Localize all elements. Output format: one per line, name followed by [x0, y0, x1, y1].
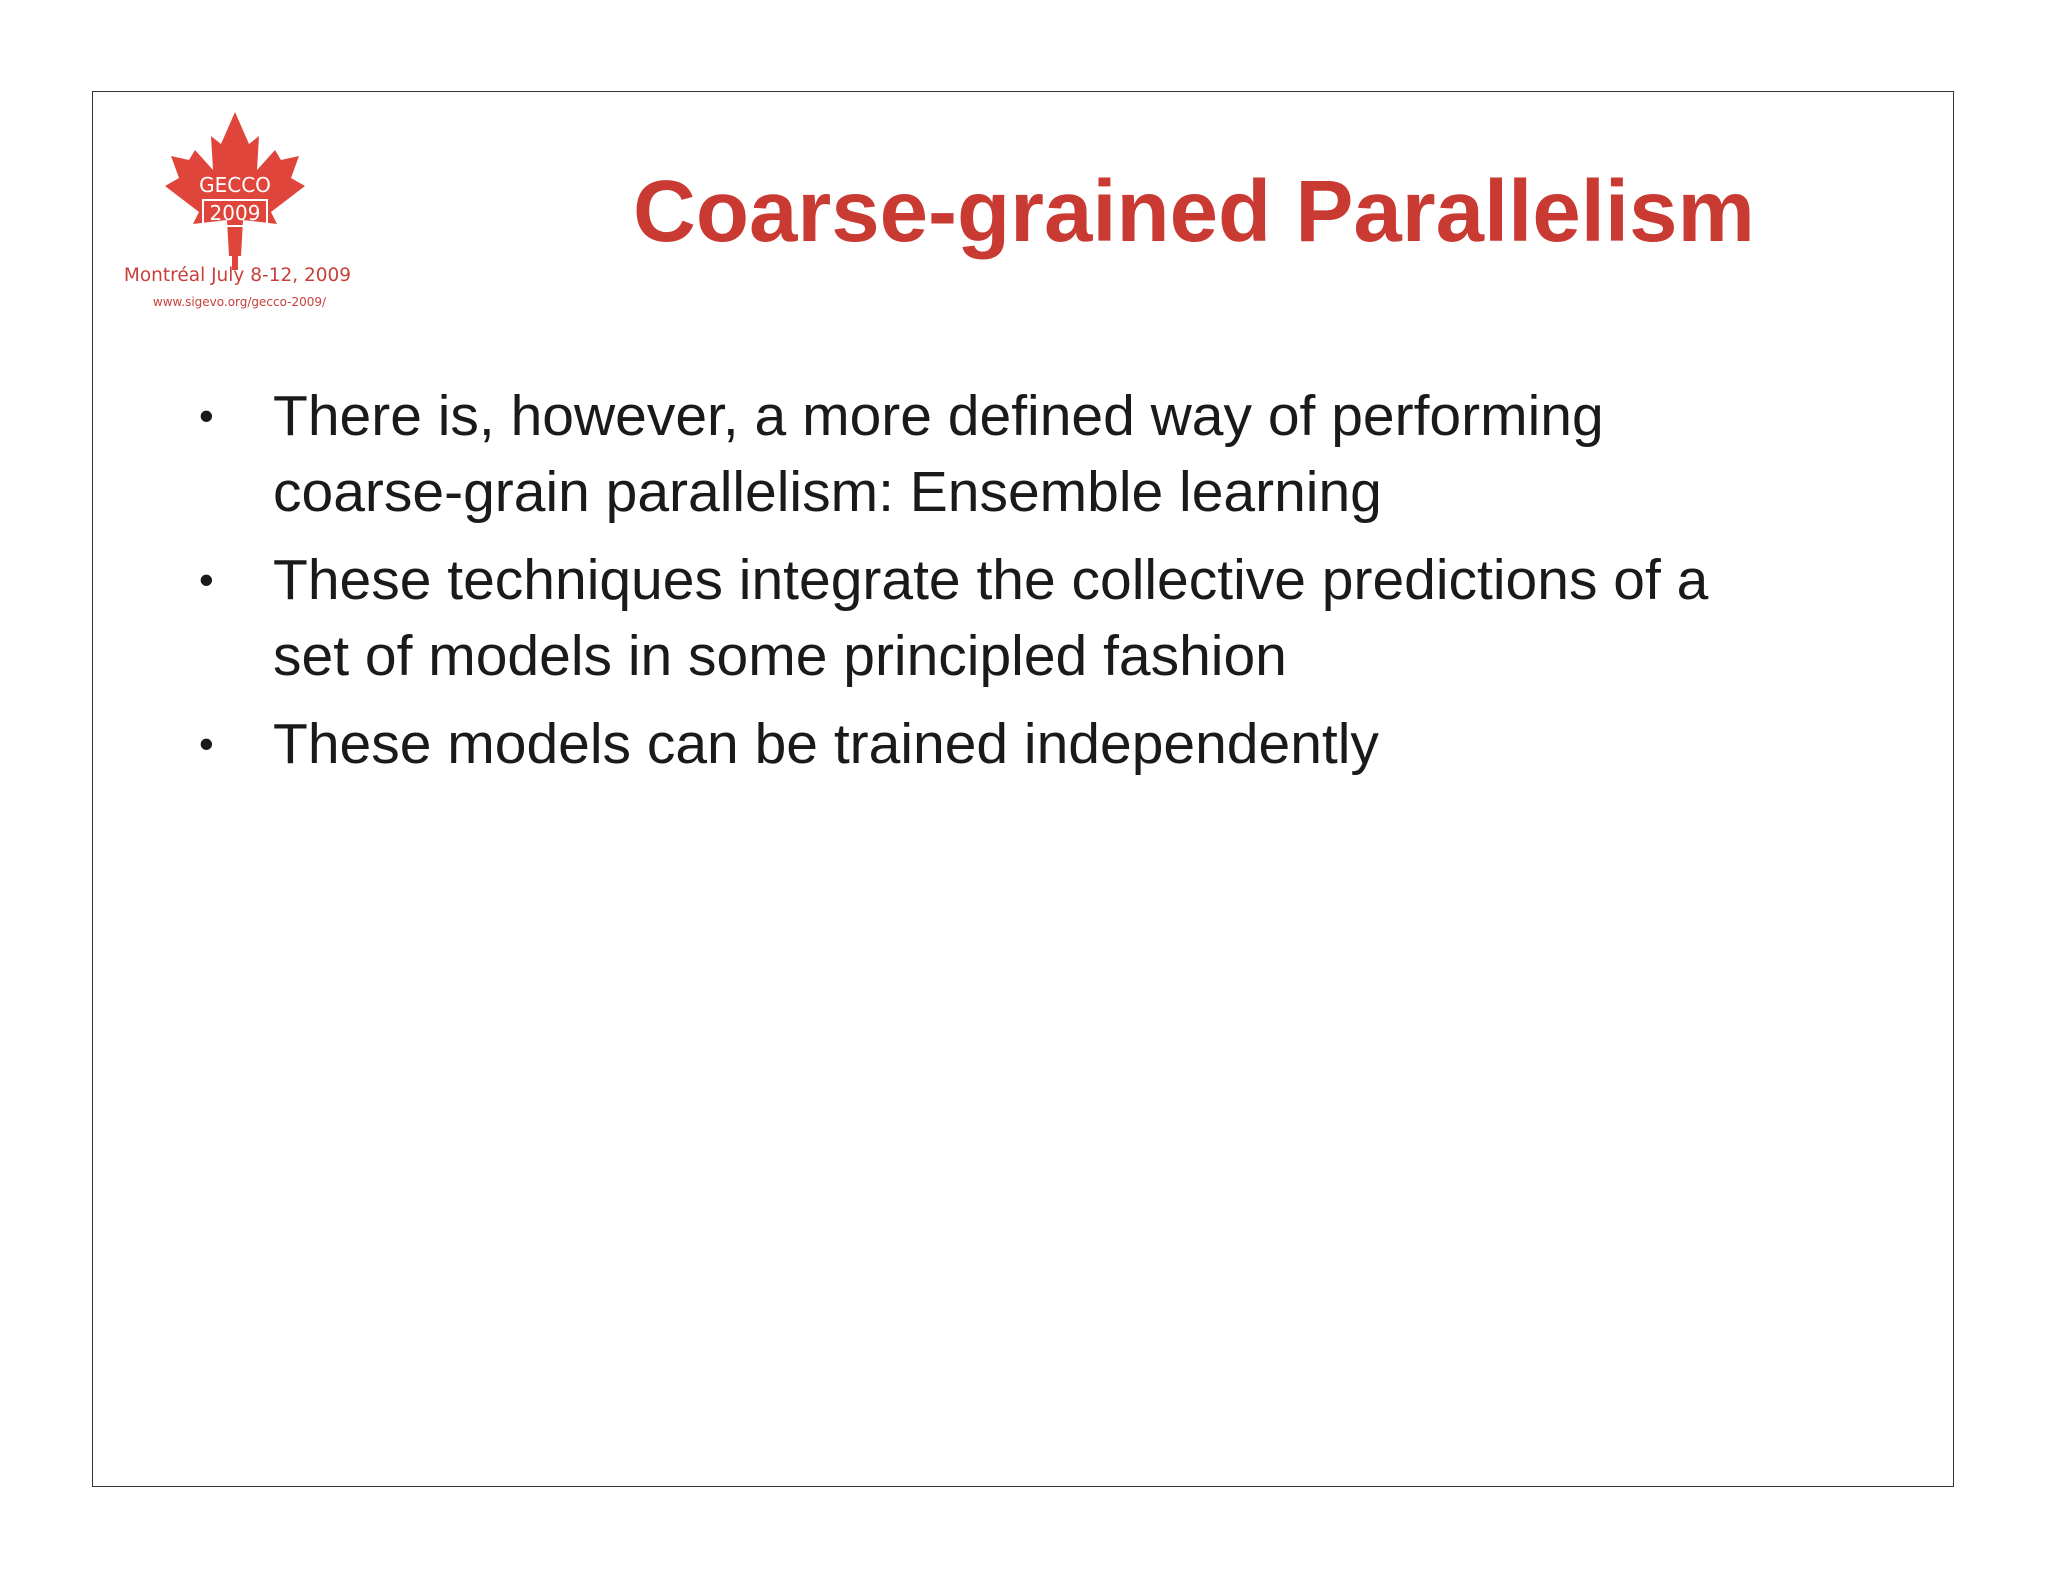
logo-badge-line2: 2009: [209, 201, 261, 225]
gecco-2009-logo: [113, 108, 358, 318]
bullet-list: [93, 378, 1953, 794]
bullet-marker: •: [199, 392, 214, 439]
bullet-marker: •: [199, 720, 214, 767]
bullet-text: These models can be trained independently: [273, 712, 1379, 776]
bullet-item: [93, 706, 1753, 782]
logo-badge-line1: GECCO: [199, 173, 271, 197]
bullet-text: There is, however, a more defined way of performing coarse-grain parallelism: Ensemble learning: [273, 384, 1604, 524]
maple-leaf-icon: [153, 108, 318, 273]
bullet-item: [93, 378, 1753, 530]
bullet-text: These techniques integrate the collective predictions of a set of models in some principled fashion: [273, 548, 1709, 688]
logo-url-line: www.sigevo.org/gecco-2009/: [152, 295, 327, 309]
bullet-marker: •: [199, 556, 214, 603]
bullet-item: [93, 542, 1753, 694]
logo-event-line: Montréal July 8-12, 2009: [123, 265, 352, 286]
slide-title: Coarse-grained Parallelism: [633, 163, 1755, 260]
slide-frame: [92, 91, 1954, 1487]
